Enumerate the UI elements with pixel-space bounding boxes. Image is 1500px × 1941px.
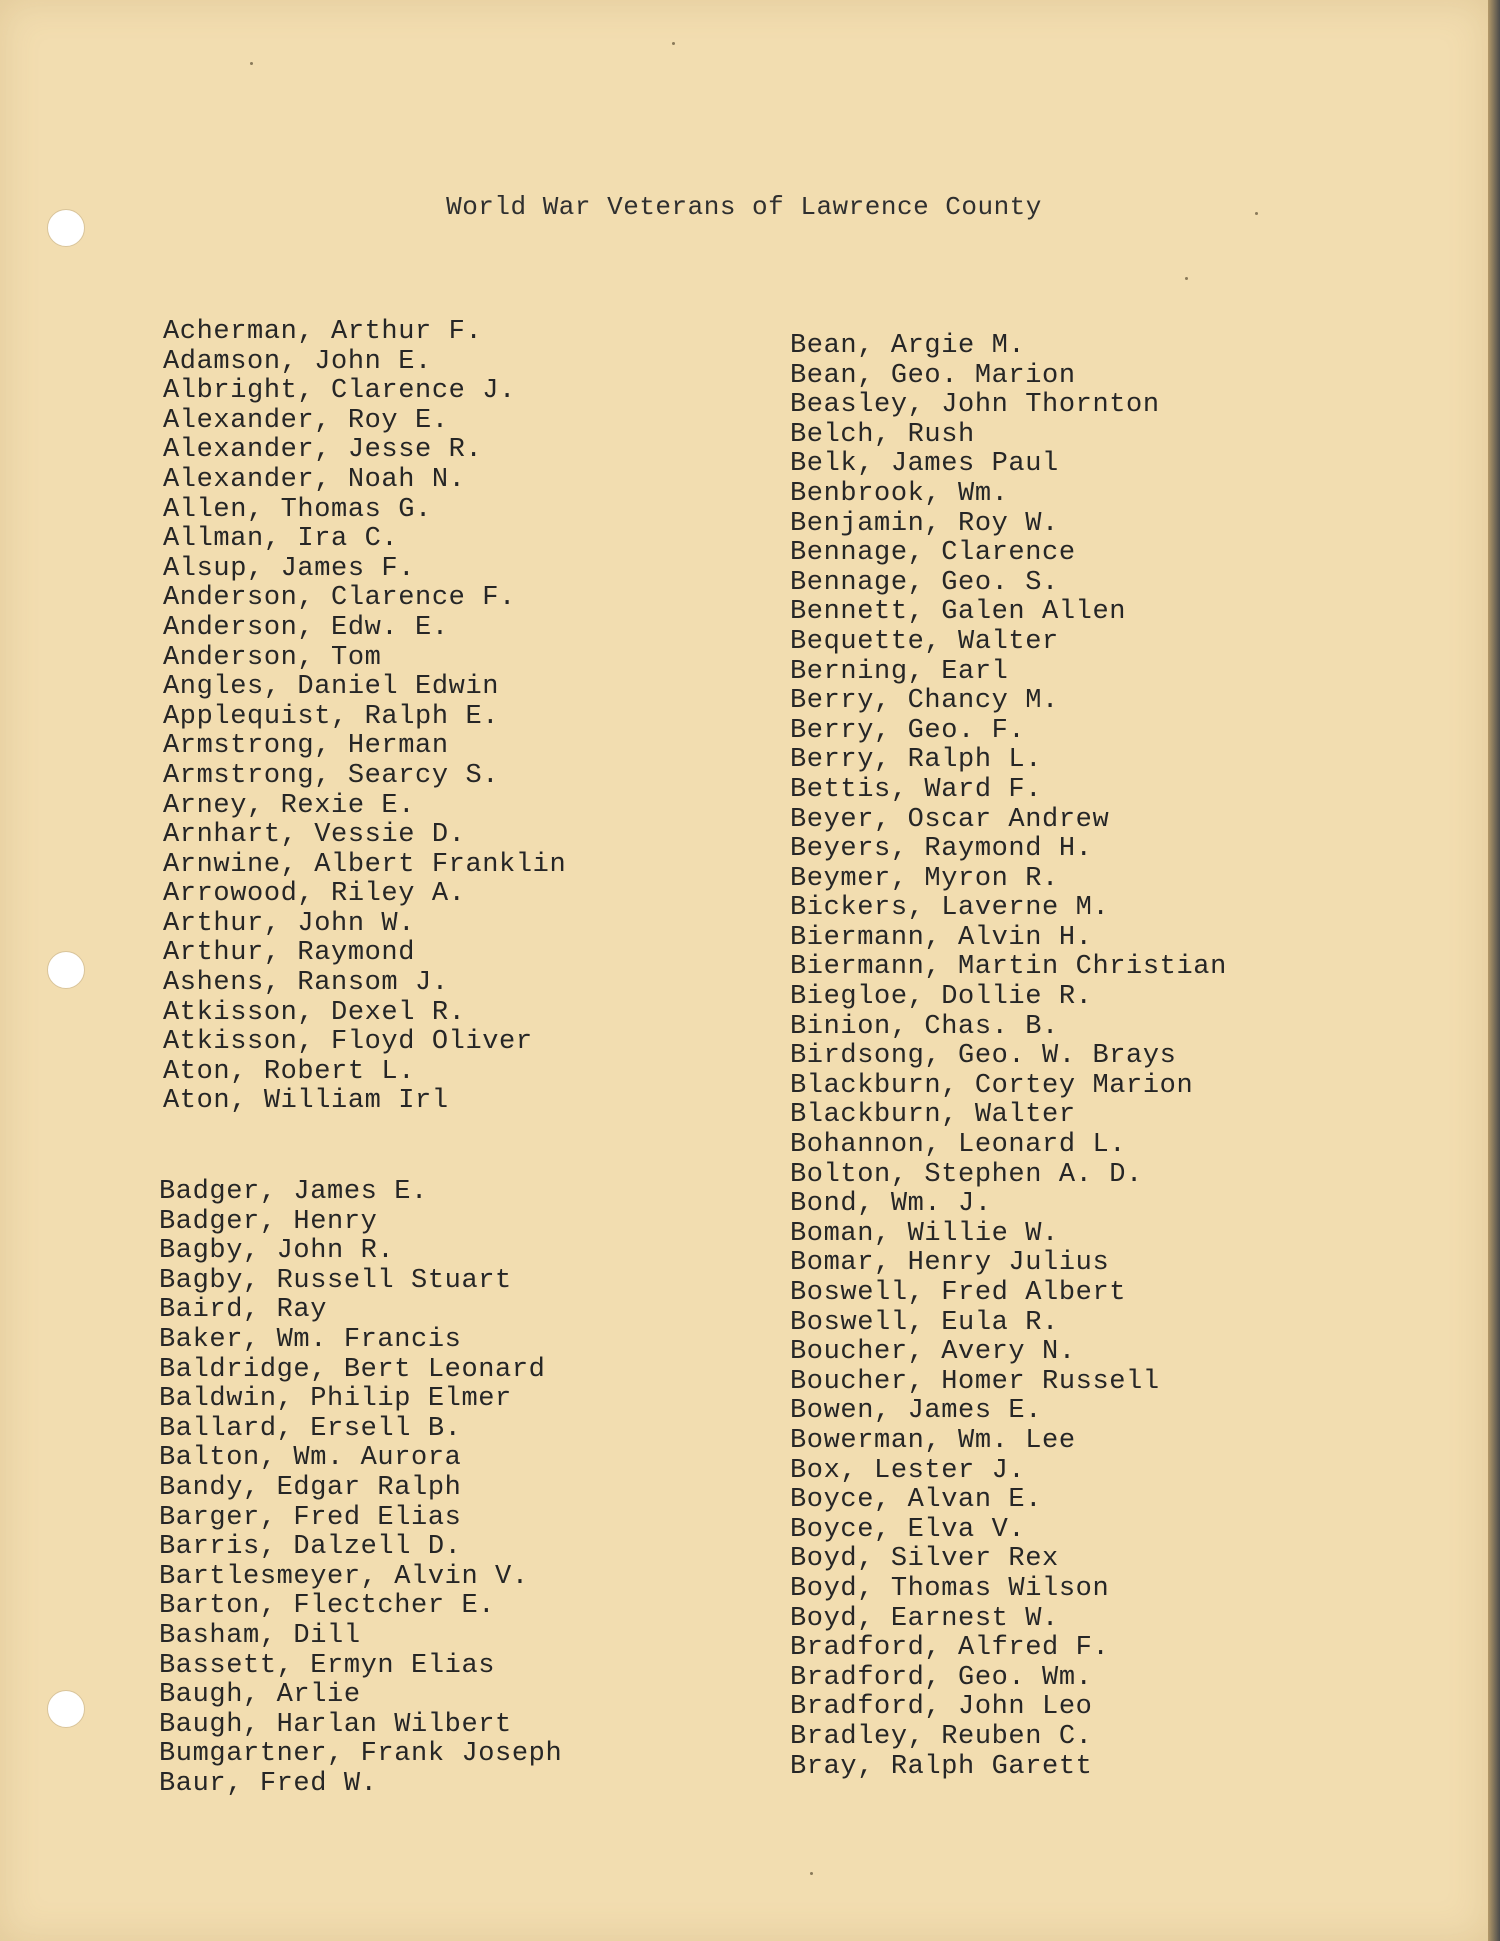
veteran-name: Albright, Clarence J.	[163, 376, 516, 407]
veteran-name: Alexander, Roy E.	[163, 405, 449, 436]
veteran-name: Arthur, John W.	[163, 908, 416, 939]
veteran-name: Baldridge, Bert Leonard	[159, 1354, 546, 1385]
veteran-name: Bradford, Alfred F.	[790, 1633, 1110, 1664]
veteran-name: Arrowood, Riley A.	[163, 879, 466, 910]
veteran-name: Bradford, Geo. Wm.	[790, 1662, 1093, 1693]
veteran-name: Berry, Chancy M.	[790, 686, 1059, 717]
veteran-name: Boyce, Alvan E.	[790, 1485, 1043, 1516]
veteran-name: Berry, Ralph L.	[790, 745, 1043, 776]
binder-hole-middle	[47, 951, 85, 989]
veteran-name: Acherman, Arthur F.	[163, 317, 483, 347]
veteran-name: Bagby, John R.	[159, 1236, 395, 1267]
binder-hole-bottom	[47, 1690, 85, 1728]
veteran-name: Bean, Geo. Marion	[790, 360, 1076, 391]
veteran-name: Baur, Fred W.	[159, 1768, 378, 1799]
veteran-name: Anderson, Clarence F.	[163, 583, 516, 614]
veteran-name: Boyce, Elva V.	[790, 1514, 1026, 1545]
veteran-name: Angles, Daniel Edwin	[163, 672, 500, 703]
veteran-name: Bohannon, Leonard L.	[790, 1130, 1127, 1161]
veteran-name: Armstrong, Herman	[163, 731, 449, 762]
veteran-name: Bowerman, Wm. Lee	[790, 1425, 1076, 1456]
veteran-name: Bagby, Russell Stuart	[159, 1265, 512, 1296]
veteran-name: Birdsong, Geo. W. Brays	[790, 1041, 1177, 1072]
veteran-name: Ashens, Ransom J.	[163, 968, 449, 999]
veteran-name: Boyd, Thomas Wilson	[790, 1573, 1110, 1604]
veteran-name: Bequette, Walter	[790, 626, 1059, 657]
veteran-name: Arney, Rexie E.	[163, 790, 416, 821]
veteran-name: Box, Lester J.	[790, 1455, 1026, 1486]
veteran-name: Bomar, Henry Julius	[790, 1248, 1110, 1279]
veteran-name: Applequist, Ralph E.	[163, 701, 500, 732]
veteran-name: Aton, William Irl	[163, 1086, 449, 1117]
veteran-name: Berning, Earl	[790, 656, 1009, 687]
paper-speck	[250, 62, 253, 65]
veteran-name: Aton, Robert L.	[163, 1056, 416, 1087]
veteran-name: Boswell, Eula R.	[790, 1307, 1059, 1338]
veteran-name: Bond, Wm. J.	[790, 1189, 992, 1220]
page-edge-shadow	[1488, 0, 1500, 1941]
veteran-name: Bassett, Ermyn Elias	[159, 1650, 496, 1681]
veteran-name: Bettis, Ward F.	[790, 774, 1043, 805]
paper-speck	[810, 1872, 813, 1875]
veteran-name: Balton, Wm. Aurora	[159, 1443, 462, 1474]
veteran-name: Barton, Flectcher E.	[159, 1591, 496, 1622]
veteran-name: Biermann, Martin Christian	[790, 952, 1227, 983]
veteran-name: Atkisson, Dexel R.	[163, 997, 466, 1028]
veteran-name: Bolton, Stephen A. D.	[790, 1159, 1143, 1190]
veteran-name: Boyd, Silver Rex	[790, 1544, 1059, 1575]
veteran-name: Armstrong, Searcy S.	[163, 760, 500, 791]
veteran-name: Anderson, Edw. E.	[163, 612, 449, 643]
veteran-name: Baugh, Harlan Wilbert	[159, 1709, 512, 1740]
veteran-name: Anderson, Tom	[163, 642, 382, 673]
veteran-name: Ballard, Ersell B.	[159, 1413, 462, 1444]
veteran-name: Benbrook, Wm.	[790, 478, 1009, 509]
veteran-name: Allen, Thomas G.	[163, 494, 432, 525]
veteran-name: Bray, Ralph Garett	[790, 1751, 1093, 1782]
veteran-name: Bradford, John Leo	[790, 1692, 1093, 1723]
veteran-name: Arnwine, Albert Franklin	[163, 849, 567, 880]
veteran-name: Barger, Fred Elias	[159, 1502, 462, 1533]
veteran-name: Badger, James E.	[159, 1177, 428, 1207]
veteran-name: Adamson, John E.	[163, 346, 432, 377]
page-title: World War Veterans of Lawrence County	[446, 192, 1042, 222]
veteran-name: Berry, Geo. F.	[790, 715, 1026, 746]
veteran-name: Benjamin, Roy W.	[790, 508, 1059, 539]
veteran-name: Beyer, Oscar Andrew	[790, 804, 1110, 835]
veteran-name: Baldwin, Philip Elmer	[159, 1384, 512, 1415]
veteran-name: Arthur, Raymond	[163, 938, 416, 969]
veteran-name: Bradley, Reuben C.	[790, 1721, 1093, 1752]
veteran-name: Bickers, Laverne M.	[790, 893, 1110, 924]
veteran-list-b	[159, 1178, 562, 1799]
veteran-name: Biegloe, Dollie R.	[790, 982, 1093, 1013]
veteran-name: Bartlesmeyer, Alvin V.	[159, 1561, 529, 1592]
veteran-name: Binion, Chas. B.	[790, 1011, 1059, 1042]
veteran-name: Alexander, Jesse R.	[163, 435, 483, 466]
veteran-name: Atkisson, Floyd Oliver	[163, 1027, 533, 1058]
veteran-name: Arnhart, Vessie D.	[163, 820, 466, 851]
veteran-name: Beasley, John Thornton	[790, 390, 1160, 421]
veteran-list-a	[163, 318, 566, 1117]
veteran-list-c	[790, 332, 1227, 1782]
veteran-name: Belk, James Paul	[790, 449, 1059, 480]
paper-speck	[672, 42, 675, 45]
veteran-name: Baird, Ray	[159, 1295, 328, 1326]
veteran-name: Belch, Rush	[790, 419, 975, 450]
veteran-name: Bowen, James E.	[790, 1396, 1043, 1427]
veteran-name: Baugh, Arlie	[159, 1680, 361, 1711]
veteran-name: Bennage, Clarence	[790, 538, 1076, 569]
veteran-name: Beyers, Raymond H.	[790, 834, 1093, 865]
veteran-name: Boyd, Earnest W.	[790, 1603, 1059, 1634]
veteran-name: Bean, Argie M.	[790, 331, 1026, 361]
veteran-name: Bandy, Edgar Ralph	[159, 1472, 462, 1503]
veteran-name: Bumgartner, Frank Joseph	[159, 1739, 563, 1770]
veteran-name: Boman, Willie W.	[790, 1218, 1059, 1249]
veteran-name: Boucher, Avery N.	[790, 1337, 1076, 1368]
veteran-name: Alexander, Noah N.	[163, 464, 466, 495]
veteran-name: Boucher, Homer Russell	[790, 1366, 1160, 1397]
veteran-name: Basham, Dill	[159, 1620, 361, 1651]
veteran-name: Blackburn, Cortey Marion	[790, 1070, 1194, 1101]
veteran-name: Bennett, Galen Allen	[790, 597, 1127, 628]
veteran-name: Badger, Henry	[159, 1206, 378, 1237]
veteran-name: Barris, Dalzell D.	[159, 1532, 462, 1563]
paper-speck	[1185, 277, 1188, 280]
veteran-name: Bennage, Geo. S.	[790, 567, 1059, 598]
veteran-name: Allman, Ira C.	[163, 524, 399, 555]
veteran-name: Blackburn, Walter	[790, 1100, 1076, 1131]
veteran-name: Alsup, James F.	[163, 553, 416, 584]
veteran-name: Biermann, Alvin H.	[790, 922, 1093, 953]
veteran-name: Beymer, Myron R.	[790, 863, 1059, 894]
veteran-name: Baker, Wm. Francis	[159, 1324, 462, 1355]
veteran-name: Boswell, Fred Albert	[790, 1278, 1127, 1308]
